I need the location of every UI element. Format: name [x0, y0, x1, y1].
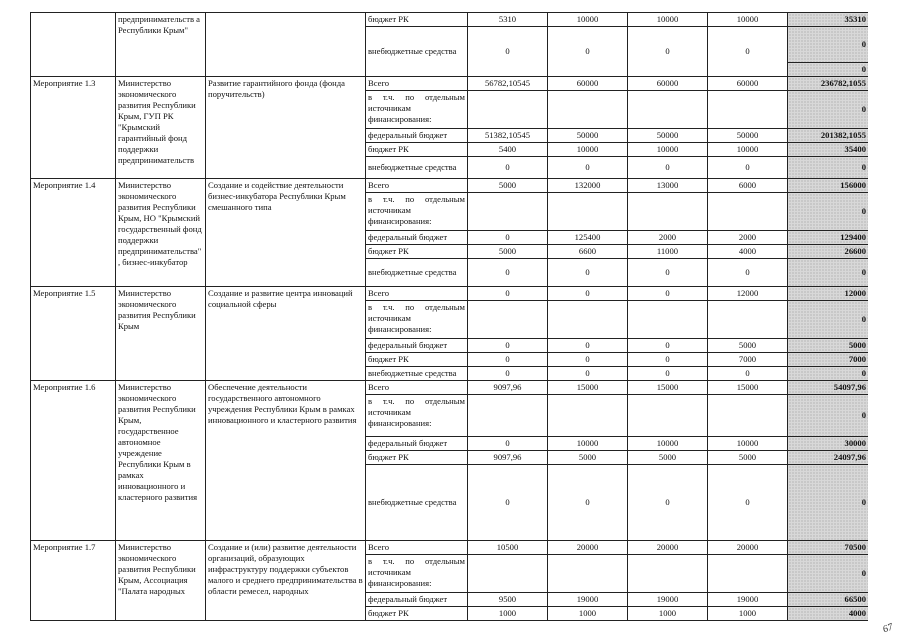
total-cell: 0 [788, 27, 869, 63]
funding-source-cell: федеральный бюджет [366, 593, 468, 607]
year-value-cell: 2000 [628, 231, 708, 245]
description-cell: Создание и содействие деятельности бизнес-инкубатора Республики Крым смешанного типа [206, 179, 366, 287]
total-cell: 0 [788, 63, 869, 77]
table-row [31, 179, 869, 193]
year-value-cell: 60000 [628, 77, 708, 91]
event-code-cell: Мероприятие 1.7 [31, 541, 116, 621]
total-cell: 201382,1055 [788, 129, 869, 143]
year-value-cell: 0 [548, 157, 628, 179]
total-cell: 30000 [788, 437, 869, 451]
year-value-cell [628, 193, 708, 231]
year-value-cell: 4000 [708, 245, 788, 259]
year-value-cell: 5000 [628, 451, 708, 465]
total-cell: 35400 [788, 143, 869, 157]
total-cell: 236782,1055 [788, 77, 869, 91]
funding-source-cell: бюджет РК [366, 143, 468, 157]
total-cell: 0 [788, 367, 869, 381]
funding-source-cell: внебюджетные средства [366, 367, 468, 381]
year-value-cell [548, 395, 628, 437]
year-value-cell: 0 [708, 27, 788, 77]
description-cell: Создание и развитие центра инноваций социальной сферы [206, 287, 366, 381]
year-value-cell: 0 [628, 339, 708, 353]
year-value-cell: 20000 [708, 541, 788, 555]
year-value-cell: 0 [468, 157, 548, 179]
year-value-cell: 10500 [468, 541, 548, 555]
year-value-cell [468, 301, 548, 339]
total-cell: 70500 [788, 541, 869, 555]
year-value-cell [628, 555, 708, 593]
total-cell: 0 [788, 465, 869, 541]
total-cell: 24097,96 [788, 451, 869, 465]
year-value-cell: 0 [548, 259, 628, 287]
total-cell: 129400 [788, 231, 869, 245]
year-value-cell: 10000 [548, 437, 628, 451]
year-value-cell: 9097,96 [468, 381, 548, 395]
year-value-cell: 13000 [628, 179, 708, 193]
executor-cell: Министерство экономического развития Республики Крым [116, 287, 206, 381]
year-value-cell: 0 [628, 157, 708, 179]
year-value-cell: 19000 [708, 593, 788, 607]
year-value-cell: 0 [628, 259, 708, 287]
event-code-cell: Мероприятие 1.5 [31, 287, 116, 381]
total-cell: 0 [788, 395, 869, 437]
year-value-cell [548, 193, 628, 231]
funding-source-cell: внебюджетные средства [366, 27, 468, 77]
funding-source-cell: в т.ч. по отдельным источникам финансирования: [366, 301, 468, 339]
year-value-cell [628, 91, 708, 129]
year-value-cell: 19000 [548, 593, 628, 607]
year-value-cell: 0 [468, 231, 548, 245]
year-value-cell: 5000 [708, 339, 788, 353]
year-value-cell: 0 [628, 367, 708, 381]
year-value-cell: 0 [548, 367, 628, 381]
year-value-cell: 50000 [628, 129, 708, 143]
funding-source-cell: бюджет РК [366, 13, 468, 27]
year-value-cell: 1000 [548, 607, 628, 621]
funding-source-cell: в т.ч. по отдельным источникам финансирования: [366, 193, 468, 231]
table-row [31, 13, 869, 27]
year-value-cell [708, 91, 788, 129]
year-value-cell [628, 395, 708, 437]
event-code-cell: Мероприятие 1.3 [31, 77, 116, 179]
funding-source-cell: федеральный бюджет [366, 339, 468, 353]
funding-source-cell: в т.ч. по отдельным источникам финансирования: [366, 91, 468, 129]
description-cell: Обеспечение деятельности государственного автономного учреждения Республики Крым в рамках инновационного и кластерного развития [206, 381, 366, 541]
table-row [31, 381, 869, 395]
year-value-cell: 132000 [548, 179, 628, 193]
funding-source-cell: Всего [366, 287, 468, 301]
year-value-cell: 12000 [708, 287, 788, 301]
funding-source-cell: бюджет РК [366, 245, 468, 259]
year-value-cell: 1000 [468, 607, 548, 621]
year-value-cell: 0 [628, 27, 708, 77]
year-value-cell: 0 [628, 465, 708, 541]
year-value-cell: 9097,96 [468, 451, 548, 465]
funding-source-cell: Всего [366, 77, 468, 91]
year-value-cell: 10000 [548, 143, 628, 157]
year-value-cell: 5000 [468, 179, 548, 193]
year-value-cell: 2000 [708, 231, 788, 245]
funding-source-cell: в т.ч. по отдельным источникам финансирования: [366, 555, 468, 593]
year-value-cell: 0 [468, 339, 548, 353]
executor-cell: Министерство экономического развития Республики Крым, НО "Крымский государственный фонд поддержки предпринимательства", бизнес-инкубатор [116, 179, 206, 287]
year-value-cell: 0 [548, 339, 628, 353]
year-value-cell: 5000 [468, 245, 548, 259]
year-value-cell: 0 [548, 465, 628, 541]
table-row [31, 77, 869, 91]
funding-source-cell: внебюджетные средства [366, 259, 468, 287]
year-value-cell: 0 [468, 27, 548, 77]
year-value-cell [548, 555, 628, 593]
year-value-cell: 50000 [708, 129, 788, 143]
year-value-cell [708, 555, 788, 593]
year-value-cell [468, 91, 548, 129]
year-value-cell [628, 301, 708, 339]
year-value-cell: 15000 [548, 381, 628, 395]
year-value-cell: 0 [468, 353, 548, 367]
executor-cell: Министерство экономического развития Республики Крым, ГУП РК "Крымский гарантийный фонд поддержки предпринимательств [116, 77, 206, 179]
total-cell: 0 [788, 555, 869, 593]
year-value-cell [708, 395, 788, 437]
year-value-cell: 10000 [708, 13, 788, 27]
table-row [31, 541, 869, 555]
description-cell: Создание и (или) развитие деятельности организаций, образующих инфраструктуру поддержки субъектов малого и среднего предпринимательства в области ремесел, народных [206, 541, 366, 621]
year-value-cell: 10000 [548, 13, 628, 27]
year-value-cell: 10000 [628, 143, 708, 157]
year-value-cell: 0 [548, 287, 628, 301]
year-value-cell [708, 193, 788, 231]
year-value-cell: 0 [548, 27, 628, 77]
funding-source-cell: бюджет РК [366, 607, 468, 621]
year-value-cell: 0 [468, 437, 548, 451]
year-value-cell: 0 [468, 367, 548, 381]
event-code-cell [31, 13, 116, 77]
event-code-cell: Мероприятие 1.4 [31, 179, 116, 287]
year-value-cell: 50000 [548, 129, 628, 143]
handwritten-page-mark: 67 [881, 621, 895, 636]
year-value-cell: 19000 [628, 593, 708, 607]
year-value-cell: 5000 [708, 451, 788, 465]
year-value-cell: 60000 [548, 77, 628, 91]
year-value-cell: 56782,10545 [468, 77, 548, 91]
year-value-cell: 0 [468, 259, 548, 287]
year-value-cell: 6600 [548, 245, 628, 259]
year-value-cell: 0 [708, 157, 788, 179]
year-value-cell: 11000 [628, 245, 708, 259]
year-value-cell: 5310 [468, 13, 548, 27]
year-value-cell: 10000 [628, 13, 708, 27]
description-cell: Развитие гарантийного фонда (фонда поручительств) [206, 77, 366, 179]
year-value-cell: 60000 [708, 77, 788, 91]
total-cell: 0 [788, 301, 869, 339]
year-value-cell: 125400 [548, 231, 628, 245]
total-cell: 7000 [788, 353, 869, 367]
year-value-cell: 20000 [548, 541, 628, 555]
year-value-cell: 7000 [708, 353, 788, 367]
total-cell: 35310 [788, 13, 869, 27]
year-value-cell: 0 [468, 287, 548, 301]
year-value-cell: 10000 [628, 437, 708, 451]
total-cell: 66500 [788, 593, 869, 607]
total-cell: 0 [788, 91, 869, 129]
total-cell: 4000 [788, 607, 869, 621]
total-cell: 5000 [788, 339, 869, 353]
year-value-cell [468, 395, 548, 437]
year-value-cell: 20000 [628, 541, 708, 555]
year-value-cell: 9500 [468, 593, 548, 607]
year-value-cell: 0 [548, 353, 628, 367]
executor-cell: Министерство экономического развития Республики Крым, Ассоциация "Палата народных [116, 541, 206, 621]
total-cell: 156000 [788, 179, 869, 193]
year-value-cell: 0 [708, 465, 788, 541]
year-value-cell: 0 [708, 367, 788, 381]
funding-source-cell: внебюджетные средства [366, 157, 468, 179]
funding-source-cell: Всего [366, 179, 468, 193]
description-cell [206, 13, 366, 77]
table-row [31, 287, 869, 301]
year-value-cell: 15000 [628, 381, 708, 395]
year-value-cell: 0 [628, 287, 708, 301]
year-value-cell [548, 91, 628, 129]
year-value-cell: 0 [708, 259, 788, 287]
funding-source-cell: федеральный бюджет [366, 437, 468, 451]
year-value-cell: 5400 [468, 143, 548, 157]
executor-cell: предпринимательств а Республики Крым" [116, 13, 206, 77]
year-value-cell: 0 [628, 353, 708, 367]
year-value-cell: 10000 [708, 143, 788, 157]
year-value-cell: 15000 [708, 381, 788, 395]
total-cell: 12000 [788, 287, 869, 301]
funding-source-cell: внебюджетные средства [366, 465, 468, 541]
year-value-cell [548, 301, 628, 339]
event-code-cell: Мероприятие 1.6 [31, 381, 116, 541]
year-value-cell: 6000 [708, 179, 788, 193]
year-value-cell [468, 555, 548, 593]
funding-source-cell: Всего [366, 381, 468, 395]
year-value-cell: 1000 [628, 607, 708, 621]
total-cell: 0 [788, 157, 869, 179]
year-value-cell [708, 301, 788, 339]
funding-source-cell: федеральный бюджет [366, 231, 468, 245]
year-value-cell: 10000 [708, 437, 788, 451]
total-cell: 0 [788, 259, 869, 287]
total-cell: 0 [788, 193, 869, 231]
total-cell: 26600 [788, 245, 869, 259]
budget-table-page [30, 12, 868, 622]
executor-cell: Министерство экономического развития Республики Крым, государственное автономное учреждение Республики Крым в рамках инновационного и кластерного развития [116, 381, 206, 541]
year-value-cell: 51382,10545 [468, 129, 548, 143]
funding-source-cell: бюджет РК [366, 353, 468, 367]
funding-source-cell: бюджет РК [366, 451, 468, 465]
total-cell: 54097,96 [788, 381, 869, 395]
funding-source-cell: Всего [366, 541, 468, 555]
budget-table [30, 12, 868, 621]
year-value-cell [468, 193, 548, 231]
funding-source-cell: в т.ч. по отдельным источникам финансирования: [366, 395, 468, 437]
funding-source-cell: федеральный бюджет [366, 129, 468, 143]
year-value-cell: 1000 [708, 607, 788, 621]
year-value-cell: 0 [468, 465, 548, 541]
year-value-cell: 5000 [548, 451, 628, 465]
